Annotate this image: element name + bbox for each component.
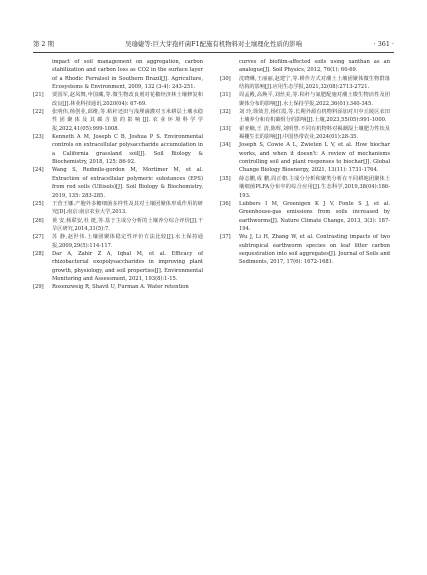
reference-item (33, 217, 203, 234)
running-title: 吴瑜婕等:巨大芽孢杆菌F1配施有机物料对土壤理化性质的影响 (125, 40, 302, 48)
reference-number: [34] (220, 142, 231, 149)
reference-number: [22] (33, 109, 44, 116)
reference-text: Dar A, Zahir Z A, Iqbal M, et al. Efficacy of rhizobacterial exopolysaccharides in improving plant growth, physiology, and soil properties[J]. Environmental Monitoring and Assessment, 2021, 193(8):1-15. (52, 250, 203, 282)
page-number: · 361 · (373, 40, 394, 48)
reference-text: impact of soil management on aggregation, carbon stabilization and carbon loss as CO2 in the surface layer of a Rhodic Ferralsol in Southern Brazil[J]. Agriculture, Ecosystems & Environment, 2009, 132 (3-4): 243-251. (52, 59, 203, 91)
reference-item (33, 58, 203, 91)
reference-number: [23] (33, 134, 44, 141)
reference-number: [37] (220, 234, 231, 241)
reference-item (33, 283, 203, 291)
issue-number: 第 2 期 (33, 40, 54, 48)
reference-item (220, 75, 390, 92)
reference-number: [25] (33, 200, 44, 207)
reference-item (33, 91, 203, 108)
reference-number: [35] (220, 175, 231, 182)
reference-column-left (33, 58, 203, 292)
reference-text: 苏 静,赵世伟.土壤团聚体稳定性评价方法比较[J].水土保持通报,2009,29(5):114-117. (52, 234, 203, 249)
reference-text: 翟亚楠,王 清,陈辉,刘明慧.不同有机物料对褐潮湿土壤肥力性状及褐棚生长的影响[J].中国热带农业,2024(01):28-35. (239, 125, 390, 141)
reference-text: Joseph S, Cowie A L, Zwieten L V, et al. How biochar works, and when it doesn't: A review of mechanisms controlling soil and plant responses to biochar[J]. Global Change Biology Bioenergy, 2021, 13(11): 1731-1764. (239, 142, 390, 174)
reference-number: [21] (33, 92, 44, 99)
reference-text: 刘 玲,徐效芳,杨红霞,等.长期外源有机物料添加对川中丘陵区农田土壤养分和有机碳组分的影响[J].土壤,2023,55(05):991-1000. (239, 109, 390, 124)
reference-text: Lubbers I M, Groenigen K J V, Fonte S J, et al. Greenhouse-gas emissions from soils increased by earthworms[J]. Nature Climate Change, 2013, 3(3): 187-194. (239, 200, 390, 232)
reference-text: Wang S, Redmile-gordon M, Mortimer M, et al. Extraction of extracellular polymeric substances (EPS) from red soils (Ultisols)[J]. Soil Biology & Biochemistry, 2019, 135: 283-285. (52, 167, 203, 199)
reference-item (33, 250, 203, 283)
reference-number: [27] (33, 234, 44, 241)
reference-number: [30] (220, 75, 231, 82)
reference-item (33, 133, 203, 166)
reference-text: 黄 安,杨联安,杜 挺,等.基于主成分分析的土壤养分综合评价[J].干旱区研究,2014,31(5):7. (52, 217, 203, 232)
reference-item (33, 200, 203, 217)
reference-number: [31] (220, 92, 231, 99)
reference-text: 张明伟,杨创业,邱维,等.秸秆还田与浅埋滴灌对玉米耕层土壤水稳性团聚体及其碳含量的影响[J].农业环境科学学报,2022,41(05):999-1008. (52, 109, 203, 132)
reference-text: 薛志鹏,成 鹏,周正朝.主成分分析和聚类分析在不同耕地团聚体土壤细菌PLFA分布中的综合应用[J].生态科学,2019,38(04):186-193. (239, 175, 390, 199)
reference-text: 沈晓琳,王丽丽,赵建宁,等.耕作方式对潮土土壤团聚体微生物群落结构的影响[J].应用生态学报,2021,32(08):2713-2721. (239, 75, 390, 91)
reference-number: [36] (220, 200, 231, 207)
reference-number: [29] (33, 284, 44, 291)
reference-number: [26] (33, 217, 44, 224)
reference-item (220, 200, 390, 233)
reference-item (33, 108, 203, 133)
reference-text: Wu J, Li H, Zhang W, et al. Contrasting impacts of two subtropical earthworm species on leaf litter carbon sequestration into soil aggregates[J]. Journal of Soils and Sediments, 2017, 17(6): 1672-1681. (239, 234, 390, 266)
reference-item (220, 125, 390, 142)
reference-text: 贾国军,赵凤舞,申国藏,等.微生物改良剂对花椒经济林土壤修复和改良[J].林业科技通讯,2020(04): 67-69. (52, 92, 203, 107)
reference-number: [24] (33, 167, 44, 174)
reference-number: [28] (33, 250, 44, 257)
reference-column-right (220, 58, 390, 267)
running-header (33, 38, 394, 50)
reference-text: 王营王娜.产胞外多糖细菌多样性及其对土壤团聚体形成作用的研究[D].南京:南京农业大学,2013. (52, 200, 203, 216)
reference-number: [32] (220, 109, 231, 116)
reference-item (220, 141, 390, 174)
reference-item (220, 175, 390, 200)
reference-number: [33] (220, 125, 231, 132)
reference-item (220, 233, 390, 266)
reference-text: Kenneth A M, Joseph C B, Joshua P S. Environmental controls on extracellular polysaccharide accumulation in a California grassland soil[J]. Soil Biology & Biochemistry, 2018, 125: 86-92. (52, 134, 203, 166)
header-rule (33, 52, 394, 53)
reference-item (33, 166, 203, 199)
reference-item (220, 58, 390, 75)
reference-item (220, 91, 390, 108)
reference-text: 周孟殿,高焕平,刘丝美,等.秸秆与氮肥配施对潮土微生物活性及团聚体分布的影响[J].水土保持学报,2022,36(01):340-345. (239, 92, 390, 107)
reference-text: curves of biofilm-affected soils using xanthan as an analogue[J]. Soil Physics, 2012, 76(1): 60-69. (239, 59, 390, 74)
reference-item (220, 108, 390, 125)
reference-text: Rosenzweig R, Shavit U, Furman A. Water retention (52, 284, 189, 291)
reference-item (33, 233, 203, 250)
